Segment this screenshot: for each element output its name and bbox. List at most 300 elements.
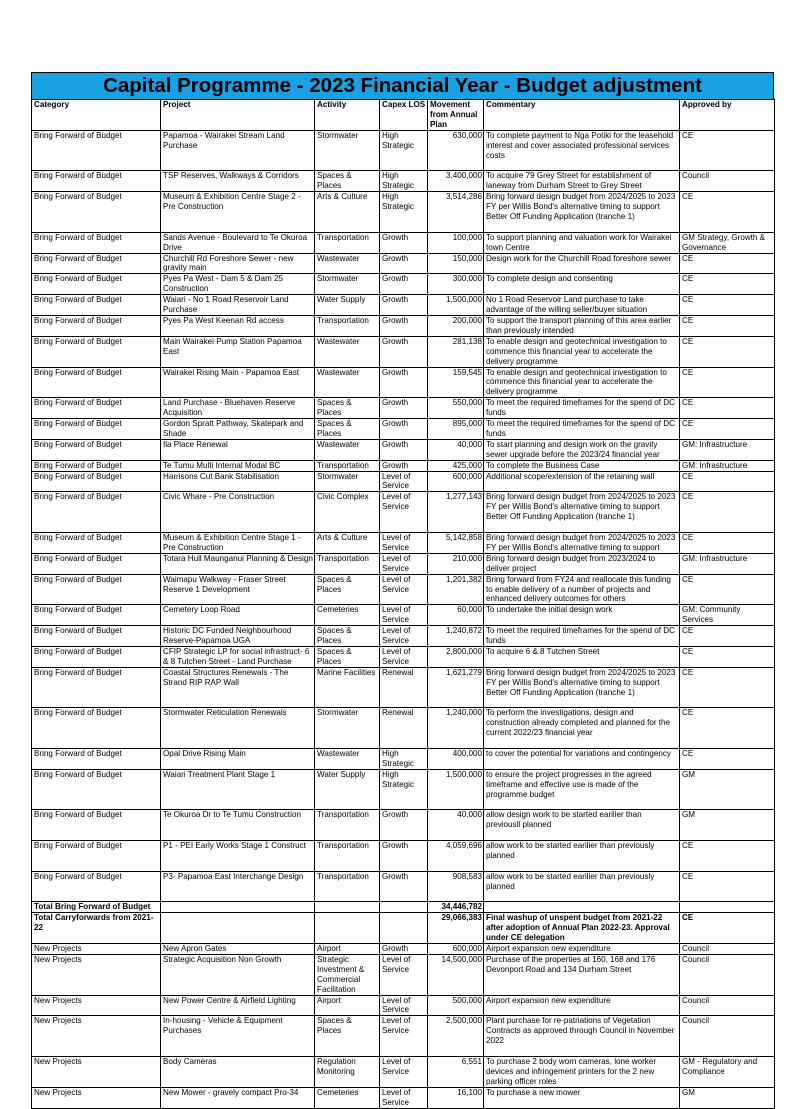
cell-activity: Arts & Culture bbox=[315, 192, 380, 233]
cell-commentary: To support planning and valuation work for Wairakei town Centre bbox=[484, 232, 680, 253]
cell-approved-by: GM: Infrastructure bbox=[680, 553, 775, 574]
cell-category: Bring Forward of Budget bbox=[32, 553, 161, 574]
cell-activity: Spaces & Places bbox=[315, 646, 380, 667]
cell-capex-los: Growth bbox=[380, 810, 428, 841]
cell-category: Bring Forward of Budget bbox=[32, 232, 161, 253]
cell-activity: Transportation bbox=[315, 232, 380, 253]
cell-capex-los: Growth bbox=[380, 871, 428, 902]
cell-approved-by: GM: Infrastructure bbox=[680, 460, 775, 471]
cell-category: Bring Forward of Budget bbox=[32, 626, 161, 647]
cell-approved-by: GM: Infrastructure bbox=[680, 439, 775, 460]
cell-movement: 630,000 bbox=[428, 130, 484, 171]
cell-project: Papamoa - Wairakei Stream Land Purchase bbox=[161, 130, 315, 171]
cell-project: Totara Hull Maunganui Planning & Design bbox=[161, 553, 315, 574]
cell-movement: 14,500,000 bbox=[428, 954, 484, 995]
cell-category: Bring Forward of Budget bbox=[32, 460, 161, 471]
cell-activity: Spaces & Places bbox=[315, 419, 380, 440]
cell-activity: Wastewater bbox=[315, 439, 380, 460]
header-project: Project bbox=[161, 100, 315, 131]
cell-approved-by: CE bbox=[680, 708, 775, 749]
cell-activity: Spaces & Places bbox=[315, 574, 380, 605]
cell-capex-los: Level of Service bbox=[380, 471, 428, 492]
cell-category: Bring Forward of Budget bbox=[32, 336, 161, 367]
cell-commentary: To meet the required timeframes for the spend of DC funds bbox=[484, 419, 680, 440]
cell-approved-by: CE bbox=[680, 315, 775, 336]
cell-project: Museum & Exhibition Centre Stage 1 - Pre Construction bbox=[161, 532, 315, 553]
cell-movement: 29,066,383 bbox=[428, 913, 484, 944]
cell-category: Bring Forward of Budget bbox=[32, 748, 161, 769]
cell-commentary: allow design work to be started earilier than previousll planned bbox=[484, 810, 680, 841]
cell-category: New Projects bbox=[32, 954, 161, 995]
cell-project: New Power Centre & Airfield Lighting bbox=[161, 995, 315, 1016]
cell-capex-los: Level of Service bbox=[380, 532, 428, 553]
cell-project: CFIP Strategic LP for social infrastruct- 6 & 8 Tutchen Street - Land Purchase bbox=[161, 646, 315, 667]
cell-commentary: Bring forward from FY24 and reallocate this funding to enable delivery of a number of projects and enhanced delivery outcomes for others bbox=[484, 574, 680, 605]
cell-capex-los: Level of Service bbox=[380, 1087, 428, 1108]
cell-capex-los: Growth bbox=[380, 274, 428, 295]
cell-project: Opal Drive Rising Main bbox=[161, 748, 315, 769]
cell-category: Bring Forward of Budget bbox=[32, 708, 161, 749]
cell-approved-by: CE bbox=[680, 748, 775, 769]
cell-project: Ila Place Renewal bbox=[161, 439, 315, 460]
cell-approved-by: CE bbox=[680, 646, 775, 667]
cell-activity: Water Supply bbox=[315, 769, 380, 810]
cell-project: Te Okuroa Dr to Te Tumu Construction bbox=[161, 810, 315, 841]
cell-project: Waimapu Walkway - Fraser Street Reserve 1 Development bbox=[161, 574, 315, 605]
table-row bbox=[32, 315, 775, 336]
cell-activity: Stormwater bbox=[315, 130, 380, 171]
cell-category: Bring Forward of Budget bbox=[32, 769, 161, 810]
cell-approved-by: CE bbox=[680, 398, 775, 419]
cell-movement: 550,000 bbox=[428, 398, 484, 419]
table-row bbox=[32, 553, 775, 574]
cell-activity: Civic Complex bbox=[315, 492, 380, 533]
cell-activity: Water Supply bbox=[315, 295, 380, 316]
cell-category: Bring Forward of Budget bbox=[32, 367, 161, 398]
cell-project: New Mower - gravely compact Pro-34 bbox=[161, 1087, 315, 1108]
cell-approved-by: Council bbox=[680, 995, 775, 1016]
cell-activity: Stormwater bbox=[315, 274, 380, 295]
budget-table bbox=[31, 99, 775, 1109]
cell-movement: 4,059,696 bbox=[428, 841, 484, 872]
table-row bbox=[32, 439, 775, 460]
cell-movement: 40,000 bbox=[428, 439, 484, 460]
cell-approved-by: CE bbox=[680, 295, 775, 316]
cell-commentary: No 1 Road Reservoir Land purchase to take advantage of the willing seller/buyer situation bbox=[484, 295, 680, 316]
table-row bbox=[32, 871, 775, 902]
cell-capex-los: Growth bbox=[380, 367, 428, 398]
table-row bbox=[32, 398, 775, 419]
cell-movement: 100,000 bbox=[428, 232, 484, 253]
table-row bbox=[32, 995, 775, 1016]
table-row bbox=[32, 419, 775, 440]
cell-project: Main Wairakei Pump Station Papamoa East bbox=[161, 336, 315, 367]
table-body bbox=[32, 130, 775, 1108]
cell-capex-los: Level of Service bbox=[380, 626, 428, 647]
cell-activity: Regulation Monitoring bbox=[315, 1056, 380, 1087]
table-header-row bbox=[32, 100, 775, 131]
cell-activity: Wastewater bbox=[315, 367, 380, 398]
cell-commentary: Airport expansion new expenditure bbox=[484, 995, 680, 1016]
header-activity: Activity bbox=[315, 100, 380, 131]
cell-category: Bring Forward of Budget bbox=[32, 841, 161, 872]
cell-capex-los: Level of Service bbox=[380, 995, 428, 1016]
cell-activity: Strategic Investment & Commercial Facilitation bbox=[315, 954, 380, 995]
cell-commentary: To undertake the initial design work bbox=[484, 605, 680, 626]
cell-project: P3- Papamoa East Interchange Design bbox=[161, 871, 315, 902]
cell-project: Churchill Rd Foreshore Sewer - new gravity main bbox=[161, 253, 315, 274]
cell-approved-by: CE bbox=[680, 871, 775, 902]
cell-approved-by: GM bbox=[680, 810, 775, 841]
cell-project: Civic Whare - Pre Construction bbox=[161, 492, 315, 533]
cell-commentary: Airport expansion new expenditure bbox=[484, 944, 680, 955]
cell-movement: 159,545 bbox=[428, 367, 484, 398]
cell-activity: Arts & Culture bbox=[315, 532, 380, 553]
cell-category: New Projects bbox=[32, 995, 161, 1016]
cell-approved-by: CE bbox=[680, 419, 775, 440]
cell-activity: Stormwater bbox=[315, 471, 380, 492]
table-row bbox=[32, 626, 775, 647]
table-row bbox=[32, 574, 775, 605]
cell-activity: Transportation bbox=[315, 460, 380, 471]
cell-movement: 281,138 bbox=[428, 336, 484, 367]
cell-commentary: to cover the potential for variations and contingency bbox=[484, 748, 680, 769]
table-row bbox=[32, 295, 775, 316]
cell-movement: 34,446,782 bbox=[428, 902, 484, 913]
cell-commentary: To perform the investigations, design and construction already completed and planned for the current 2022/23 financial year bbox=[484, 708, 680, 749]
cell-project: In-housing - Vehicle & Equipment Purchases bbox=[161, 1016, 315, 1057]
cell-project: Te Tumu Multi Internal Modal BC bbox=[161, 460, 315, 471]
cell-commentary: Design work for the Churchill Road foreshore sewer bbox=[484, 253, 680, 274]
cell-category: Total Carryforwards from 2021-22 bbox=[32, 913, 161, 944]
cell-movement: 6,551 bbox=[428, 1056, 484, 1087]
table-row bbox=[32, 532, 775, 553]
table-row bbox=[32, 130, 775, 171]
cell-commentary: To enable design and geotechnical investigation to commence this financial year to accelerate the delivery programme bbox=[484, 367, 680, 398]
cell-capex-los: Growth bbox=[380, 439, 428, 460]
cell-commentary: Bring forward design budget from 2023/2024 to deliver project bbox=[484, 553, 680, 574]
cell-movement: 908,583 bbox=[428, 871, 484, 902]
cell-capex-los: Renewal bbox=[380, 708, 428, 749]
cell-project: Pyes Pa West - Dam 5 & Dam 25 Construction bbox=[161, 274, 315, 295]
cell-project: Historic DC Funded Neighbourhood Reserve-Papamoa UGA bbox=[161, 626, 315, 647]
document-title: Capital Programme - 2023 Financial Year - Budget adjustment bbox=[103, 74, 702, 97]
cell-capex-los: Level of Service bbox=[380, 954, 428, 995]
cell-project: Museum & Exhibition Centre Stage 2 - Pre Construction bbox=[161, 192, 315, 233]
cell-project: Coastal Structures Renewals - The Strand RIP RAP Wall bbox=[161, 667, 315, 708]
cell-category: Bring Forward of Budget bbox=[32, 295, 161, 316]
cell-capex-los: Growth bbox=[380, 419, 428, 440]
cell-capex-los: Level of Service bbox=[380, 1016, 428, 1057]
table-row bbox=[32, 954, 775, 995]
cell-category: Bring Forward of Budget bbox=[32, 471, 161, 492]
cell-movement: 300,000 bbox=[428, 274, 484, 295]
budget-document bbox=[31, 72, 774, 1109]
cell-activity: Transportation bbox=[315, 841, 380, 872]
cell-commentary: To meet the required timeframes for the spend of DC funds bbox=[484, 626, 680, 647]
cell-project bbox=[161, 902, 315, 913]
cell-movement: 1,621,279 bbox=[428, 667, 484, 708]
table-row bbox=[32, 646, 775, 667]
cell-approved-by: GM bbox=[680, 1087, 775, 1108]
cell-activity: Wastewater bbox=[315, 253, 380, 274]
cell-project: New Apron Gates bbox=[161, 944, 315, 955]
cell-project: Wairakei Rising Main - Papamoa East bbox=[161, 367, 315, 398]
cell-movement: 2,500,000 bbox=[428, 1016, 484, 1057]
cell-capex-los: Growth bbox=[380, 315, 428, 336]
cell-capex-los: Growth bbox=[380, 253, 428, 274]
cell-commentary: Plant purchase for re-patriations of Vegetation Contracts as approved through Council in November 2022 bbox=[484, 1016, 680, 1057]
table-row bbox=[32, 367, 775, 398]
cell-approved-by: CE bbox=[680, 192, 775, 233]
cell-capex-los: Level of Service bbox=[380, 492, 428, 533]
table-row bbox=[32, 232, 775, 253]
table-row bbox=[32, 667, 775, 708]
cell-project: Land Purchase - Bluehaven Reserve Acquisition bbox=[161, 398, 315, 419]
cell-commentary: To enable design and geotechnical investigation to commence this financial year to accelerate the delivery programme bbox=[484, 336, 680, 367]
cell-approved-by: GM Strategy, Growth & Governance bbox=[680, 232, 775, 253]
cell-movement: 1,500,000 bbox=[428, 769, 484, 810]
cell-commentary: To support the transport planning of this area earlier than previously intended bbox=[484, 315, 680, 336]
cell-capex-los: High Strategic bbox=[380, 192, 428, 233]
cell-project: Waiari Treatment Plant Stage 1 bbox=[161, 769, 315, 810]
cell-approved-by: Council bbox=[680, 944, 775, 955]
table-row bbox=[32, 192, 775, 233]
cell-commentary: Bring forward design budget from 2024/2025 to 2023 FY per Willis Bond's alternative timing to support bbox=[484, 532, 680, 553]
cell-movement: 1,500,000 bbox=[428, 295, 484, 316]
cell-commentary: allow work to be started earilier than previously planned bbox=[484, 841, 680, 872]
cell-category: Total Bring Forward of Budget bbox=[32, 902, 161, 913]
cell-category: Bring Forward of Budget bbox=[32, 492, 161, 533]
cell-category: New Projects bbox=[32, 1056, 161, 1087]
cell-category: Bring Forward of Budget bbox=[32, 315, 161, 336]
cell-category: Bring Forward of Budget bbox=[32, 253, 161, 274]
cell-project: Sands Avenue - Boulevard to Te Okuroa Drive bbox=[161, 232, 315, 253]
cell-movement: 500,000 bbox=[428, 995, 484, 1016]
table-row bbox=[32, 1016, 775, 1057]
header-category: Category bbox=[32, 100, 161, 131]
cell-commentary: Purchase of the properties at 160, 168 and 176 Devonport Road and 134 Durham Street bbox=[484, 954, 680, 995]
cell-category: Bring Forward of Budget bbox=[32, 192, 161, 233]
cell-movement: 3,514,286 bbox=[428, 192, 484, 233]
cell-project: Pyes Pa West Keenan Rd access bbox=[161, 315, 315, 336]
cell-approved-by: GM - Regulatory and Compliance bbox=[680, 1056, 775, 1087]
table-row bbox=[32, 605, 775, 626]
cell-category: Bring Forward of Budget bbox=[32, 871, 161, 902]
cell-commentary: Bring forward design budget from 2024/2025 to 2023 FY per Willis Bond's alternative timing to support Better Off Funding Application (tranche 1) bbox=[484, 667, 680, 708]
cell-movement: 1,240,000 bbox=[428, 708, 484, 749]
table-row bbox=[32, 902, 775, 913]
cell-movement: 895,000 bbox=[428, 419, 484, 440]
cell-approved-by: Council bbox=[680, 954, 775, 995]
cell-capex-los bbox=[380, 902, 428, 913]
cell-approved-by: CE bbox=[680, 841, 775, 872]
cell-approved-by: CE bbox=[680, 532, 775, 553]
table-row bbox=[32, 748, 775, 769]
cell-category: New Projects bbox=[32, 944, 161, 955]
cell-activity: Spaces & Places bbox=[315, 626, 380, 647]
cell-approved-by: GM bbox=[680, 769, 775, 810]
cell-capex-los: Level of Service bbox=[380, 553, 428, 574]
cell-commentary: To meet the required timeframes for the spend of DC funds bbox=[484, 398, 680, 419]
cell-commentary: Additional scope/extension of the retaining wall bbox=[484, 471, 680, 492]
cell-movement: 150,000 bbox=[428, 253, 484, 274]
cell-movement: 2,800,000 bbox=[428, 646, 484, 667]
cell-activity: Stormwater bbox=[315, 708, 380, 749]
cell-approved-by: CE bbox=[680, 667, 775, 708]
cell-activity: Spaces & Places bbox=[315, 171, 380, 192]
cell-commentary: To complete payment to Nga Potiki for the leasehold interest and cover associated professional services costs bbox=[484, 130, 680, 171]
cell-activity bbox=[315, 902, 380, 913]
cell-activity: Cemeteries bbox=[315, 1087, 380, 1108]
table-row bbox=[32, 841, 775, 872]
cell-commentary: to ensure the project progresses in the agreed timeframe and effective use is made of the programme budget bbox=[484, 769, 680, 810]
table-row bbox=[32, 492, 775, 533]
cell-project: Gordon Spratt Pathway, Skatepark and Shade bbox=[161, 419, 315, 440]
cell-commentary: To purchase 2 body worn cameras, lone worker devices and infringement printers for the 2 new parking officer roles bbox=[484, 1056, 680, 1087]
cell-activity: Cemeteries bbox=[315, 605, 380, 626]
cell-capex-los: Growth bbox=[380, 232, 428, 253]
cell-project: Strategic Acquisition Non Growth bbox=[161, 954, 315, 995]
header-capex-los: Capex LOS bbox=[380, 100, 428, 131]
cell-project: Waiari - No 1 Road Reservoir Land Purchase bbox=[161, 295, 315, 316]
cell-category: New Projects bbox=[32, 1016, 161, 1057]
cell-movement: 1,240,872 bbox=[428, 626, 484, 647]
cell-commentary: To start planning and design work on the gravity sewer upgrade before the 2023/24 financial year bbox=[484, 439, 680, 460]
cell-movement: 600,000 bbox=[428, 471, 484, 492]
cell-activity: Spaces & Places bbox=[315, 1016, 380, 1057]
cell-approved-by: CE bbox=[680, 626, 775, 647]
cell-approved-by: CE bbox=[680, 274, 775, 295]
cell-capex-los: High Strategic bbox=[380, 171, 428, 192]
cell-approved-by: CE bbox=[680, 492, 775, 533]
header-movement: Movement from Annual Plan bbox=[428, 100, 484, 131]
cell-movement: 1,201,382 bbox=[428, 574, 484, 605]
cell-commentary: Bring forward design budget from 2024/2025 to 2023 FY per Willis Bond's alternative timing to support Better Off Funding Application (tranche 1) bbox=[484, 492, 680, 533]
cell-approved-by: CE bbox=[680, 913, 775, 944]
cell-movement: 5,142,858 bbox=[428, 532, 484, 553]
header-commentary: Commentary bbox=[484, 100, 680, 131]
cell-category: Bring Forward of Budget bbox=[32, 646, 161, 667]
cell-capex-los: Level of Service bbox=[380, 605, 428, 626]
cell-movement: 1,277,143 bbox=[428, 492, 484, 533]
cell-activity: Airport bbox=[315, 995, 380, 1016]
table-row bbox=[32, 460, 775, 471]
cell-category: Bring Forward of Budget bbox=[32, 171, 161, 192]
cell-project bbox=[161, 913, 315, 944]
cell-capex-los: High Strategic bbox=[380, 769, 428, 810]
cell-approved-by: CE bbox=[680, 367, 775, 398]
cell-movement: 600,000 bbox=[428, 944, 484, 955]
cell-category: Bring Forward of Budget bbox=[32, 130, 161, 171]
table-row bbox=[32, 274, 775, 295]
cell-capex-los: Growth bbox=[380, 336, 428, 367]
cell-category: Bring Forward of Budget bbox=[32, 419, 161, 440]
cell-category: Bring Forward of Budget bbox=[32, 274, 161, 295]
cell-category: Bring Forward of Budget bbox=[32, 667, 161, 708]
cell-activity: Wastewater bbox=[315, 748, 380, 769]
cell-approved-by: Council bbox=[680, 171, 775, 192]
cell-project: Harrisons Cut Bank Stabilisation bbox=[161, 471, 315, 492]
cell-approved-by: CE bbox=[680, 130, 775, 171]
cell-activity: Transportation bbox=[315, 810, 380, 841]
cell-activity: Marine Facilities bbox=[315, 667, 380, 708]
cell-capex-los: High Strategic bbox=[380, 748, 428, 769]
cell-capex-los: High Strategic bbox=[380, 130, 428, 171]
cell-capex-los: Renewal bbox=[380, 667, 428, 708]
cell-approved-by: GM: Community Services bbox=[680, 605, 775, 626]
cell-approved-by: CE bbox=[680, 253, 775, 274]
cell-commentary: allow work to be started earilier than previously planned bbox=[484, 871, 680, 902]
table-row bbox=[32, 1087, 775, 1108]
table-row bbox=[32, 913, 775, 944]
cell-category: Bring Forward of Budget bbox=[32, 810, 161, 841]
cell-movement: 200,000 bbox=[428, 315, 484, 336]
cell-approved-by: Council bbox=[680, 1016, 775, 1057]
cell-commentary: To purchase a new mower bbox=[484, 1087, 680, 1108]
cell-commentary bbox=[484, 902, 680, 913]
cell-commentary: Final washup of unspent budget from 2021-22 after adoption of Annual Plan 2022-23. Approval under CE delegation bbox=[484, 913, 680, 944]
cell-commentary: To acquire 6 & 8 Tutchen Street bbox=[484, 646, 680, 667]
cell-activity: Transportation bbox=[315, 315, 380, 336]
cell-approved-by bbox=[680, 902, 775, 913]
cell-commentary: To complete design and consenting bbox=[484, 274, 680, 295]
cell-commentary: To acquire 79 Grey Street for establishment of laneway from Durham Street to Grey Street bbox=[484, 171, 680, 192]
cell-movement: 400,000 bbox=[428, 748, 484, 769]
cell-capex-los: Level of Service bbox=[380, 574, 428, 605]
table-row bbox=[32, 1056, 775, 1087]
cell-project: Cemetery Loop Road bbox=[161, 605, 315, 626]
header-approved-by: Approved by bbox=[680, 100, 775, 131]
cell-activity: Spaces & Places bbox=[315, 398, 380, 419]
table-row bbox=[32, 471, 775, 492]
cell-capex-los: Growth bbox=[380, 398, 428, 419]
cell-approved-by: CE bbox=[680, 574, 775, 605]
cell-activity: Wastewater bbox=[315, 336, 380, 367]
cell-project: Stormwater Reticulation Renewals bbox=[161, 708, 315, 749]
table-row bbox=[32, 810, 775, 841]
cell-project: P1 - PEI Early Works Stage 1 Construct bbox=[161, 841, 315, 872]
cell-commentary: Bring forward design budget from 2024/2025 to 2023 FY per Willis Bond's alternative timing to support Better Off Funding Application (tranche 1) bbox=[484, 192, 680, 233]
cell-activity: Airport bbox=[315, 944, 380, 955]
cell-movement: 425,000 bbox=[428, 460, 484, 471]
cell-capex-los: Growth bbox=[380, 460, 428, 471]
cell-category: Bring Forward of Budget bbox=[32, 398, 161, 419]
cell-capex-los bbox=[380, 913, 428, 944]
cell-project: Body Cameras bbox=[161, 1056, 315, 1087]
cell-category: Bring Forward of Budget bbox=[32, 532, 161, 553]
cell-approved-by: CE bbox=[680, 336, 775, 367]
cell-capex-los: Growth bbox=[380, 295, 428, 316]
cell-approved-by: CE bbox=[680, 471, 775, 492]
cell-capex-los: Growth bbox=[380, 944, 428, 955]
cell-capex-los: Level of Service bbox=[380, 1056, 428, 1087]
cell-movement: 3,400,000 bbox=[428, 171, 484, 192]
cell-movement: 60,000 bbox=[428, 605, 484, 626]
cell-movement: 40,000 bbox=[428, 810, 484, 841]
table-row bbox=[32, 171, 775, 192]
cell-movement: 16,100 bbox=[428, 1087, 484, 1108]
cell-activity: Transportation bbox=[315, 553, 380, 574]
cell-activity: Transportation bbox=[315, 871, 380, 902]
table-row bbox=[32, 253, 775, 274]
cell-capex-los: Level of Service bbox=[380, 646, 428, 667]
cell-category: Bring Forward of Budget bbox=[32, 439, 161, 460]
cell-category: Bring Forward of Budget bbox=[32, 605, 161, 626]
cell-category: Bring Forward of Budget bbox=[32, 574, 161, 605]
title-banner bbox=[31, 72, 774, 99]
table-row bbox=[32, 769, 775, 810]
